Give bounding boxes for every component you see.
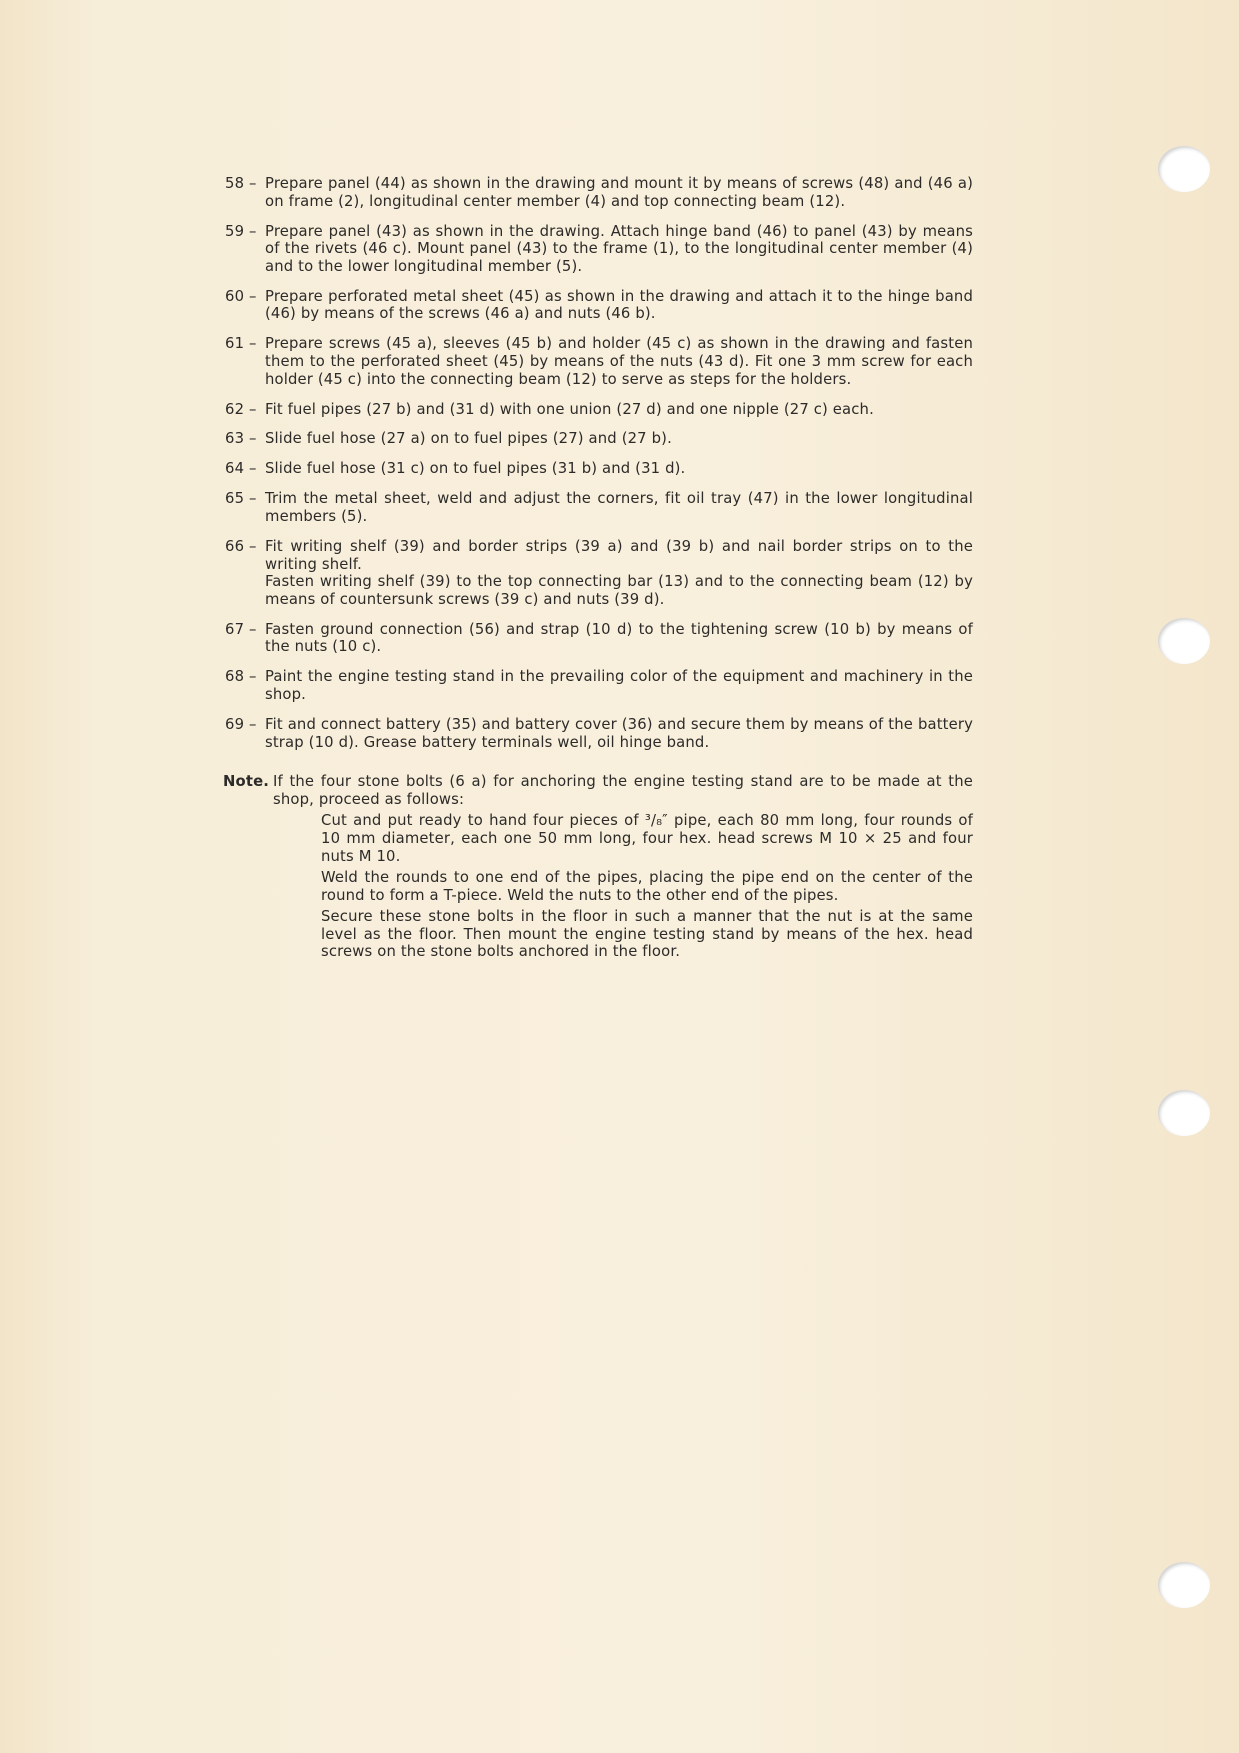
step-62: [225, 401, 973, 419]
step-64: [225, 460, 973, 478]
punch-hole-3: [1158, 1090, 1210, 1136]
step-69: [225, 716, 973, 751]
note-paragraph: Cut and put ready to hand four pieces of ³/₈″ pipe, each 80 mm long, four rounds of 10 mm diameter, each one 50 mm long, four hex. head screws M 10 × 25 and four nuts M 10.: [321, 812, 973, 865]
step-number: 62 –: [225, 400, 257, 418]
step-text: Fit and connect battery (35) and battery cover (36) and secure them by means of the battery strap (10 d). Grease battery terminals well, oil hinge band.: [265, 715, 973, 751]
step-number: 60 –: [225, 287, 257, 305]
step-text: Fit writing shelf (39) and border strips (39 a) and (39 b) and nail border strips on to the writing shelf.: [265, 538, 973, 573]
step-number: 58 –: [225, 175, 257, 192]
step-63: [225, 430, 973, 448]
step-text: Slide fuel hose (31 c) on to fuel pipes (31 b) and (31 d).: [265, 460, 686, 478]
step-text: Fit fuel pipes (27 b) and (31 d) with one union (27 d) and one nipple (27 c) each.: [265, 400, 874, 418]
note-section: [225, 773, 973, 965]
step-number: 61 –: [225, 335, 257, 353]
step-number: 67 –: [225, 620, 257, 638]
step-text: Prepare panel (44) as shown in the drawing and mount it by means of screws (48) and (46 a) on frame (2), longitudinal center member (4) and top connecting beam (12).: [265, 175, 973, 210]
note-label: Note.: [223, 773, 270, 791]
step-65: [225, 490, 973, 525]
note-intro: If the four stone bolts (6 a) for anchoring the engine testing stand are to be made at the shop, proceed as follows:: [273, 773, 973, 808]
step-text: Fasten writing shelf (39) to the top connecting bar (13) and to the connecting beam (12) by means of countersunk screws (39 c) and nuts (39 d).: [265, 573, 973, 608]
step-66: [225, 538, 973, 608]
step-number: 68 –: [225, 668, 257, 686]
note-paragraph: Secure these stone bolts in the floor in such a manner that the nut is at the same level as the floor. Then mount the engine testing stand by means of the hex. head screws on the stone bolts anchored in the floor.: [321, 908, 973, 961]
punch-hole-2: [1158, 618, 1210, 664]
step-text: Prepare perforated metal sheet (45) as shown in the drawing and attach it to the hinge band (46) by means of the screws (46 a) and nuts (46 b).: [265, 287, 973, 323]
instructions-text: [225, 175, 973, 965]
step-text: Fasten ground connection (56) and strap (10 d) to the tightening screw (10 b) by means of the nuts (10 c).: [265, 620, 973, 656]
step-text: Prepare screws (45 a), sleeves (45 b) and holder (45 c) as shown in the drawing and fasten them to the perforated sheet (45) by means of the nuts (43 d). Fit one 3 mm screw for each holder (45 c) into the connecting beam (12) to serve as steps for the holders.: [265, 335, 973, 388]
step-59: [225, 223, 973, 276]
step-number: 59 –: [225, 222, 257, 240]
step-number: 64 –: [225, 460, 257, 478]
step-number: 69 –: [225, 715, 257, 733]
step-68: [225, 668, 973, 703]
step-text: Prepare panel (43) as shown in the drawing. Attach hinge band (46) to panel (43) by means of the rivets (46 c). Mount panel (43) to the frame (1), to the longitudinal center member (4) and to the lower longitudinal member (5).: [265, 222, 973, 275]
step-number: 65 –: [225, 490, 257, 508]
step-number: 63 –: [225, 430, 257, 448]
step-67: [225, 621, 973, 656]
note-paragraph: Weld the rounds to one end of the pipes, placing the pipe end on the center of the round to form a T-piece. Weld the nuts to the other end of the pipes.: [321, 869, 973, 904]
step-text: Slide fuel hose (27 a) on to fuel pipes (27) and (27 b).: [265, 430, 672, 448]
step-61: [225, 335, 973, 388]
step-text: Trim the metal sheet, weld and adjust the corners, fit oil tray (47) in the lower longitudinal members (5).: [265, 490, 973, 526]
step-60: [225, 288, 973, 323]
step-number: 66 –: [225, 538, 257, 556]
punch-hole-4: [1158, 1562, 1210, 1608]
punch-hole-1: [1158, 146, 1210, 192]
step-58: [225, 175, 973, 210]
step-text: Paint the engine testing stand in the prevailing color of the equipment and machinery in the shop.: [265, 668, 973, 703]
